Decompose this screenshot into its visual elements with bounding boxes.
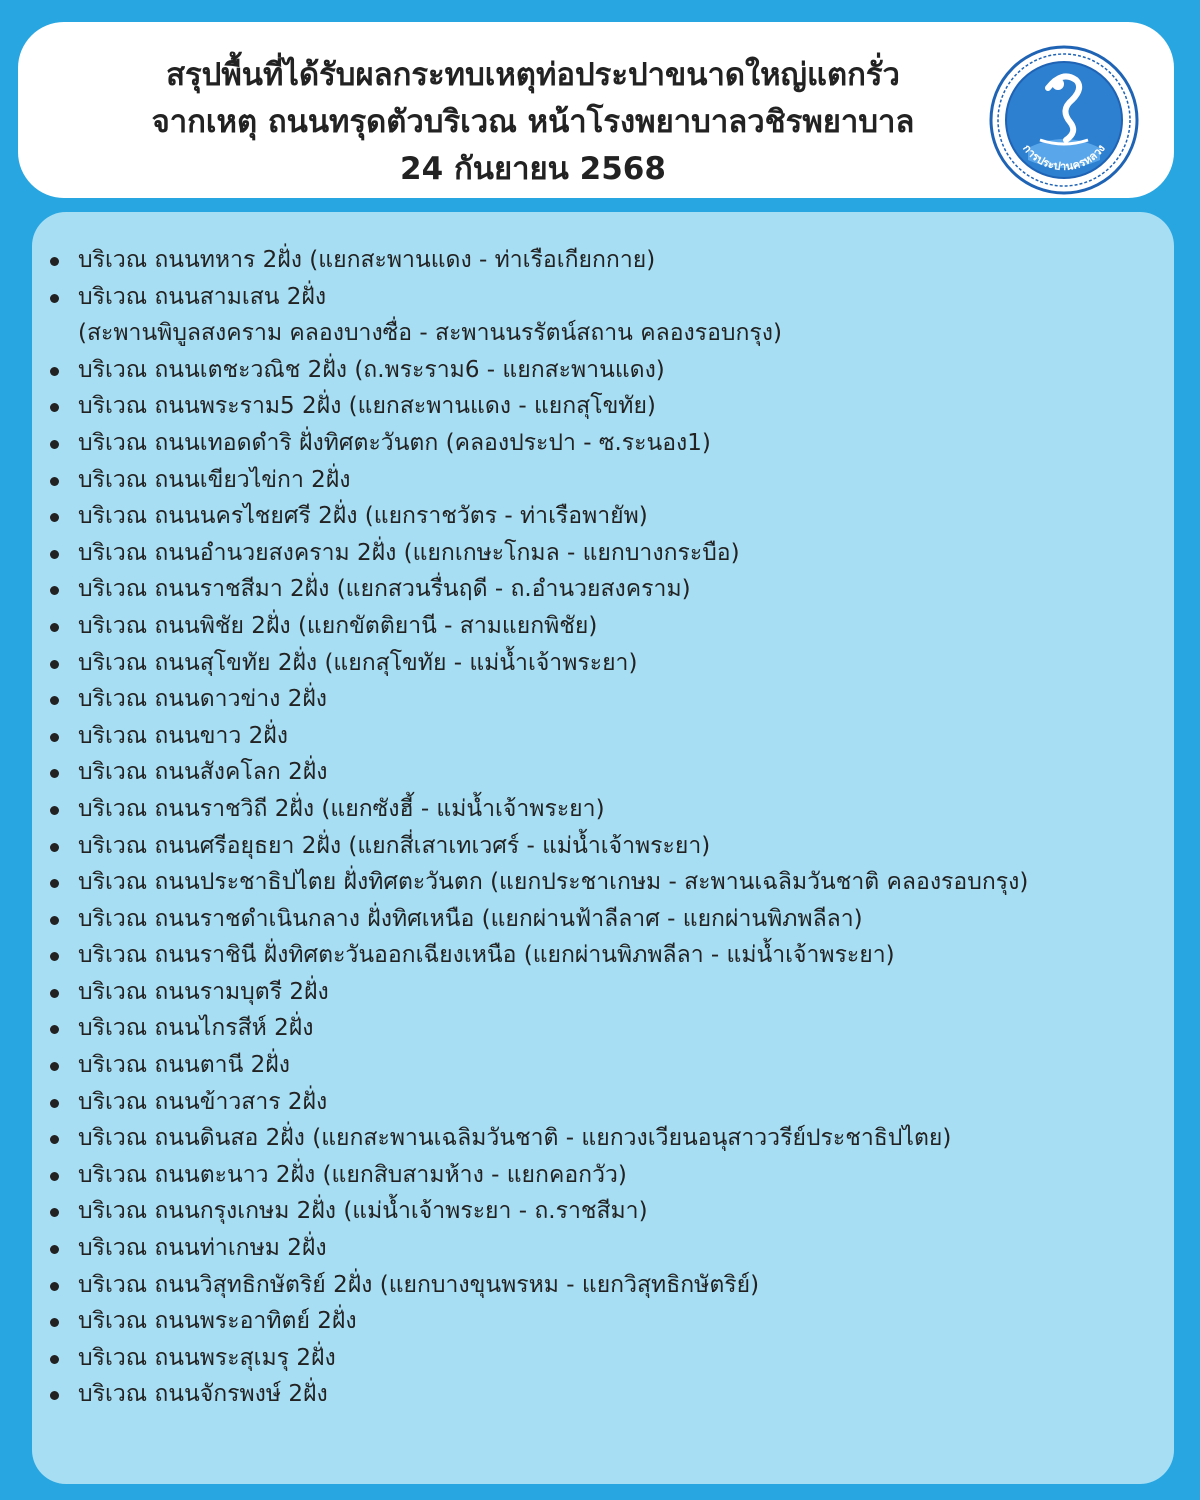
list-item — [32, 425, 1174, 462]
list-item — [32, 754, 1174, 791]
area-text: บริเวณ ถนนข้าวสาร 2ฝั่ง — [78, 1088, 328, 1115]
area-text: บริเวณ ถนนตะนาว 2ฝั่ง (แยกสิบสามห้าง - แยกคอกวัว) — [78, 1161, 627, 1188]
bullet-icon — [50, 257, 59, 266]
list-item — [32, 279, 1174, 352]
list-item — [32, 1376, 1174, 1413]
bullet-icon — [50, 843, 59, 852]
affected-areas-list — [32, 242, 1174, 1413]
area-text: บริเวณ ถนนสังคโลก 2ฝั่ง — [78, 759, 328, 786]
bullet-icon — [50, 1391, 59, 1400]
bullet-icon — [50, 1025, 59, 1034]
area-text: บริเวณ ถนนตานี 2ฝั่ง — [78, 1052, 290, 1079]
bullet-icon — [50, 1135, 59, 1144]
area-text: บริเวณ ถนนพระอาทิตย์ 2ฝั่ง — [78, 1308, 357, 1335]
area-text: บริเวณ ถนนราชินี ฝั่งทิศตะวันออกเฉียงเหนือ (แยกผ่านพิภพลีลา - แม่น้ำเจ้าพระยา) — [78, 942, 895, 969]
bullet-icon — [50, 769, 59, 778]
list-item — [32, 1267, 1174, 1304]
logo-text: การประปานครหลวง — [1020, 142, 1108, 174]
list-item — [32, 864, 1174, 901]
page-title — [58, 52, 1008, 193]
list-item — [32, 352, 1174, 389]
list-item — [32, 535, 1174, 572]
list-item — [32, 1303, 1174, 1340]
bullet-icon — [50, 623, 59, 632]
bullet-icon — [50, 403, 59, 412]
area-text: บริเวณ ถนนพิชัย 2ฝั่ง (แยกขัตติยานี - สามแยกพิชัย) — [78, 612, 598, 639]
bullet-icon — [50, 733, 59, 742]
affected-areas-panel — [32, 212, 1174, 1484]
bullet-icon — [50, 1062, 59, 1071]
list-item — [32, 242, 1174, 279]
list-item — [32, 791, 1174, 828]
list-item — [32, 1340, 1174, 1377]
list-item — [32, 462, 1174, 499]
list-item — [32, 1084, 1174, 1121]
list-item — [32, 937, 1174, 974]
area-text: บริเวณ ถนนวิสุทธิกษัตริย์ 2ฝั่ง (แยกบางขุนพรหม - แยกวิสุทธิกษัตริย์) — [78, 1271, 760, 1298]
area-text: บริเวณ ถนนราชดำเนินกลาง ฝั่งทิศเหนือ (แยกผ่านฟ้าลีลาศ - แยกผ่านพิภพลีลา) — [78, 905, 863, 932]
bullet-icon — [50, 1172, 59, 1181]
area-text: บริเวณ ถนนประชาธิปไตย ฝั่งทิศตะวันตก (แยกประชาเกษม - สะพานเฉลิมวันชาติ คลองรอบกรุง) — [78, 869, 1029, 896]
area-text: บริเวณ ถนนสุโขทัย 2ฝั่ง (แยกสุโขทัย - แม่น้ำเจ้าพระยา) — [78, 649, 638, 676]
bullet-icon — [50, 806, 59, 815]
bullet-icon — [50, 1099, 59, 1108]
area-text: บริเวณ ถนนสามเสน 2ฝั่ง — [78, 283, 327, 310]
list-item — [32, 974, 1174, 1011]
bullet-icon — [50, 989, 59, 998]
mwa-seal-icon — [988, 44, 1140, 196]
list-item — [32, 608, 1174, 645]
bullet-icon — [50, 367, 59, 376]
area-text: บริเวณ ถนนกรุงเกษม 2ฝั่ง (แม่น้ำเจ้าพระยา - ถ.ราชสีมา) — [78, 1198, 648, 1225]
area-text: บริเวณ ถนนดินสอ 2ฝั่ง (แยกสะพานเฉลิมวันชาติ - แยกวงเวียนอนุสาววรีย์ประชาธิปไตย) — [78, 1125, 952, 1152]
area-text: บริเวณ ถนนเทอดดำริ ฝั่งทิศตะวันตก (คลองประปา - ซ.ระนอง1) — [78, 429, 711, 456]
area-text: บริเวณ ถนนไกรสีห์ 2ฝั่ง — [78, 1015, 314, 1042]
area-text: บริเวณ ถนนพระสุเมรุ 2ฝั่ง — [78, 1344, 336, 1371]
area-text: บริเวณ ถนนศรีอยุธยา 2ฝั่ง (แยกสี่เสาเทเวศร์ - แม่น้ำเจ้าพระยา) — [78, 832, 711, 859]
bullet-icon — [50, 477, 59, 486]
bullet-icon — [50, 1208, 59, 1217]
list-item — [32, 718, 1174, 755]
area-text: บริเวณ ถนนรามบุตรี 2ฝั่ง — [78, 978, 329, 1005]
list-item — [32, 1010, 1174, 1047]
bullet-icon — [50, 550, 59, 559]
list-item — [32, 498, 1174, 535]
list-item — [32, 1193, 1174, 1230]
list-item — [32, 1120, 1174, 1157]
list-item — [32, 1157, 1174, 1194]
area-text: บริเวณ ถนนอำนวยสงคราม 2ฝั่ง (แยกเกษะโกมล - แยกบางกระบือ) — [78, 539, 740, 566]
title-line-2: จากเหตุ ถนนทรุดตัวบริเวณ หน้าโรงพยาบาลวชิรพยาบาล — [151, 104, 915, 140]
list-item — [32, 828, 1174, 865]
bullet-icon — [50, 294, 59, 303]
area-text: บริเวณ ถนนเตชะวณิช 2ฝั่ง (ถ.พระราม6 - แยกสะพานแดง) — [78, 356, 665, 383]
bullet-icon — [50, 696, 59, 705]
area-text: บริเวณ ถนนราชสีมา 2ฝั่ง (แยกสวนรื่นฤดี - ถ.อำนวยสงคราม) — [78, 576, 691, 603]
area-text: บริเวณ ถนนราชวิถี 2ฝั่ง (แยกซังฮี้ - แม่น้ำเจ้าพระยา) — [78, 795, 605, 822]
title-line-3: 24 กันยายน 2568 — [400, 151, 666, 187]
area-text: บริเวณ ถนนท่าเกษม 2ฝั่ง — [78, 1235, 327, 1262]
bullet-icon — [50, 1245, 59, 1254]
list-item — [32, 1047, 1174, 1084]
list-item — [32, 1230, 1174, 1267]
area-text: บริเวณ ถนนดาวข่าง 2ฝั่ง — [78, 686, 328, 713]
bullet-icon — [50, 586, 59, 595]
list-item — [32, 901, 1174, 938]
area-text: บริเวณ ถนนจักรพงษ์ 2ฝั่ง — [78, 1381, 328, 1408]
list-item — [32, 645, 1174, 682]
area-text: บริเวณ ถนนขาว 2ฝั่ง — [78, 722, 288, 749]
area-text: บริเวณ ถนนนครไชยศรี 2ฝั่ง (แยกราชวัตร - ท่าเรือพายัพ) — [78, 503, 648, 530]
bullet-icon — [50, 440, 59, 449]
area-text: บริเวณ ถนนทหาร 2ฝั่ง (แยกสะพานแดง - ท่าเรือเกียกกาย) — [78, 247, 656, 273]
bullet-icon — [50, 660, 59, 669]
title-line-1: สรุปพื้นที่ได้รับผลกระทบเหตุท่อประปาขนาดใหญ่แตกรั่ว — [166, 57, 900, 93]
area-text: บริเวณ ถนนเขียวไข่กา 2ฝั่ง — [78, 466, 351, 493]
bullet-icon — [50, 879, 59, 888]
bullet-icon — [50, 952, 59, 961]
bullet-icon — [50, 1355, 59, 1364]
bullet-icon — [50, 1282, 59, 1291]
bullet-icon — [50, 513, 59, 522]
list-item — [32, 681, 1174, 718]
list-item — [32, 388, 1174, 425]
bullet-icon — [50, 916, 59, 925]
area-text: บริเวณ ถนนพระราม5 2ฝั่ง (แยกสะพานแดง - แยกสุโขทัย) — [78, 393, 656, 420]
bullet-icon — [50, 1318, 59, 1327]
area-subtext: (สะพานพิบูลสงคราม คลองบางซื่อ - สะพานนรรัตน์สถาน คลองรอบกรุง) — [78, 320, 782, 347]
list-item — [32, 571, 1174, 608]
